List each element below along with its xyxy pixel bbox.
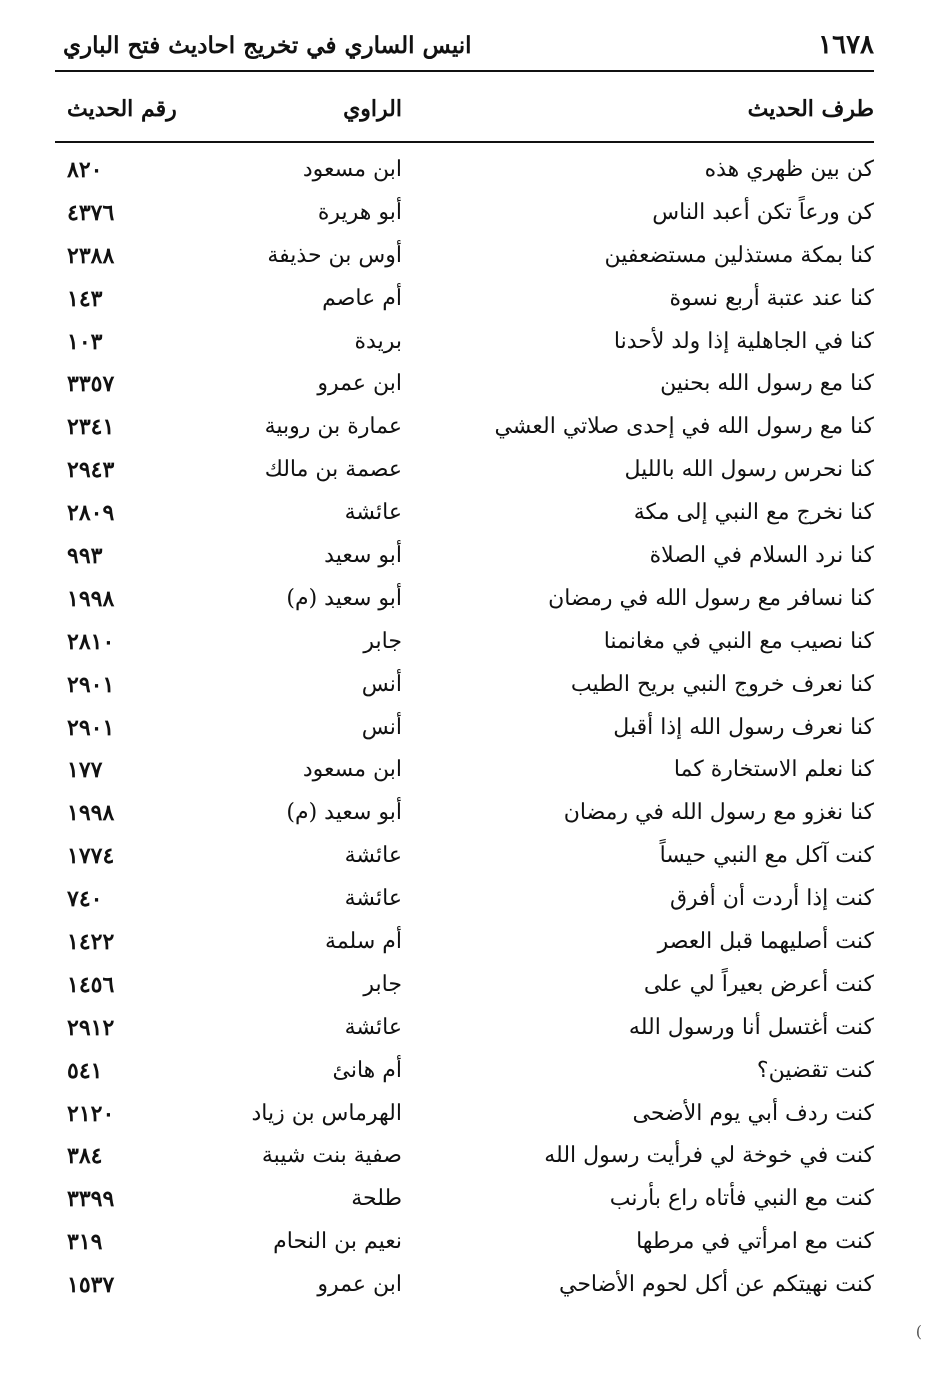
- table-row: [55, 327, 874, 370]
- hadith-text: كنا بمكة مستذلين مستضعفين: [604, 242, 874, 268]
- hadith-number: ٩٩٣: [67, 543, 103, 570]
- narrator: طلحة: [351, 1186, 402, 1212]
- hadith-text: كنا نحرس رسول الله بالليل: [624, 457, 874, 483]
- hadith-number: ٢٨٠٩: [67, 500, 115, 527]
- margin-mark: (: [915, 1322, 922, 1341]
- hadith-text: كنت في خوخة لي فرأيت رسول الله: [544, 1143, 874, 1169]
- hadith-text: كنا نعرف خروج النبي بريح الطيب: [570, 671, 874, 697]
- narrator: بريدة: [354, 328, 402, 354]
- hadith-text: كنا مع رسول الله بحنين: [660, 371, 874, 397]
- hadith-text: كنت مع امرأتي في مرطها: [636, 1229, 874, 1255]
- narrator: أبو سعيد (م): [286, 585, 402, 611]
- table-row: [55, 412, 874, 455]
- table-row: [55, 1270, 874, 1313]
- hadith-text: كنا نغزو مع رسول الله في رمضان: [563, 800, 874, 826]
- hadith-number: ٣١٩: [67, 1229, 103, 1256]
- hadith-number: ١٩٩٨: [67, 800, 115, 827]
- table-row: [55, 1184, 874, 1227]
- hadith-text: كنت أصليهما قبل العصر: [657, 929, 874, 955]
- table-row: [55, 1227, 874, 1270]
- hadith-number: ٢٩١٢: [67, 1014, 115, 1041]
- narrator: جابر: [363, 971, 402, 997]
- narrator: أم هانئ: [332, 1057, 402, 1083]
- hadith-number: ٢٩٠١: [67, 671, 115, 698]
- hadith-number: ٢٨١٠: [67, 628, 115, 655]
- hadith-number: ٤٣٧٦: [67, 199, 115, 226]
- hadith-number: ٣٨٤: [67, 1143, 103, 1170]
- table-row: [55, 198, 874, 241]
- hadith-number: ١٧٧: [67, 757, 103, 784]
- page-number: ١٦٧٨: [818, 30, 874, 60]
- narrator: عصمة بن مالك: [264, 457, 402, 483]
- hadith-number: ٢٣٨٨: [67, 242, 115, 269]
- hadith-number: ٨٢٠: [67, 157, 103, 183]
- table-row: [55, 284, 874, 327]
- narrator: جابر: [363, 628, 402, 654]
- table-row: [55, 713, 874, 756]
- narrator: أبو هريرة: [317, 199, 402, 225]
- column-header-hadith-text: طرف الحديث: [747, 96, 874, 122]
- table-row: [55, 884, 874, 927]
- hadith-text: كنا نرد السلام في الصلاة: [649, 543, 874, 569]
- table-row: [55, 798, 874, 841]
- hadith-number: ٧٤٠: [67, 886, 103, 913]
- hadith-text: كنا نسافر مع رسول الله في رمضان: [548, 585, 874, 611]
- narrator: صفية بنت شيبة: [261, 1143, 402, 1169]
- table-row: [55, 755, 874, 798]
- hadith-text: كنت آكل مع النبي حيساً: [659, 843, 874, 869]
- table-row: [55, 1013, 874, 1056]
- narrator: أنس: [361, 671, 402, 697]
- narrator: نعيم بن النحام: [273, 1229, 402, 1255]
- hadith-number: ٣٣٩٩: [67, 1186, 115, 1213]
- hadith-text: كنا نعلم الاستخارة كما: [673, 757, 874, 783]
- narrator: أبو سعيد: [324, 543, 402, 569]
- hadith-number: ٢٣٤١: [67, 414, 115, 441]
- table-row: [55, 1056, 874, 1099]
- table-row: [55, 455, 874, 498]
- table-row: [55, 241, 874, 284]
- table-row: [55, 155, 874, 198]
- hadith-number: ١٤٥٦: [67, 971, 115, 998]
- narrator: عائشة: [344, 1014, 402, 1040]
- hadith-text: كن بين ظهري هذه: [704, 157, 874, 182]
- column-header-rule: [55, 141, 874, 143]
- narrator: ابن عمرو: [317, 371, 402, 397]
- narrator: ابن مسعود: [302, 757, 402, 783]
- table-row: [55, 670, 874, 713]
- hadith-text: كن ورعاً تكن أعبد الناس: [652, 199, 874, 225]
- hadith-number: ٢٩٠١: [67, 714, 115, 741]
- running-head: [55, 30, 874, 68]
- header-rule: [55, 70, 874, 72]
- hadith-text: كنت تقضين؟: [756, 1057, 874, 1083]
- hadith-number: ٥٤١: [67, 1057, 103, 1084]
- hadith-number: ٣٣٥٧: [67, 371, 115, 398]
- table-row: [55, 584, 874, 627]
- hadith-number: ١٠٣: [67, 328, 103, 355]
- narrator: أبو سعيد (م): [286, 800, 402, 826]
- hadith-text: كنت ردف أبي يوم الأضحى: [632, 1100, 874, 1126]
- column-headers: [55, 96, 874, 134]
- column-header-narrator: الراوي: [343, 96, 402, 122]
- table-row: [55, 369, 874, 412]
- hadith-text: كنا في الجاهلية إذا ولد لأحدنا: [613, 328, 874, 354]
- hadith-number: ٢٩٤٣: [67, 457, 115, 484]
- narrator: الهرماس بن زياد: [251, 1100, 402, 1126]
- hadith-text: كنا عند عتبة أربع نسوة: [669, 285, 874, 311]
- narrator: ابن مسعود: [302, 157, 402, 182]
- hadith-text: كنت أغتسل أنا ورسول الله: [628, 1014, 874, 1040]
- narrator: ابن عمرو: [317, 1272, 402, 1298]
- narrator: عائشة: [344, 843, 402, 869]
- hadith-text: كنا نخرج مع النبي إلى مكة: [633, 500, 874, 526]
- narrator: أم عاصم: [322, 285, 402, 311]
- hadith-text: كنا نعرف رسول الله إذا أقبل: [613, 714, 874, 740]
- narrator: أم سلمة: [325, 929, 402, 955]
- hadith-number: ١٥٣٧: [67, 1272, 115, 1299]
- table-row: [55, 498, 874, 541]
- narrator: عائشة: [344, 500, 402, 526]
- hadith-number: ١٧٧٤: [67, 843, 115, 870]
- table-row: [55, 1141, 874, 1184]
- hadith-text: كنا مع رسول الله في إحدى صلاتي العشي: [494, 414, 874, 440]
- hadith-text: كنت مع النبي فأتاه راع بأرنب: [609, 1186, 874, 1212]
- column-header-hadith-number: رقم الحديث: [67, 96, 177, 122]
- narrator: عائشة: [344, 886, 402, 912]
- narrator: أوس بن حذيفة: [267, 242, 402, 268]
- hadith-text: كنت أعرض بعيراً لي على: [643, 971, 874, 997]
- hadith-number: ٢١٢٠: [67, 1100, 115, 1127]
- hadith-number: ١٩٩٨: [67, 585, 115, 612]
- hadith-index-table: [55, 155, 874, 1313]
- table-row: [55, 1099, 874, 1142]
- table-row: [55, 627, 874, 670]
- narrator: عمارة بن روبية: [264, 414, 402, 440]
- hadith-text: كنت إذا أردت أن أفرق: [669, 886, 874, 912]
- table-row: [55, 927, 874, 970]
- hadith-number: ١٤٢٢: [67, 929, 115, 956]
- table-row: [55, 970, 874, 1013]
- table-row: [55, 841, 874, 884]
- hadith-text: كنت نهيتكم عن أكل لحوم الأضاحي: [558, 1272, 874, 1298]
- book-title: انيس الساري في تخريج احاديث فتح الباري: [63, 32, 472, 59]
- hadith-text: كنا نصيب مع النبي في مغانمنا: [603, 628, 874, 654]
- table-row: [55, 541, 874, 584]
- hadith-number: ١٤٣: [67, 285, 103, 312]
- narrator: أنس: [361, 714, 402, 740]
